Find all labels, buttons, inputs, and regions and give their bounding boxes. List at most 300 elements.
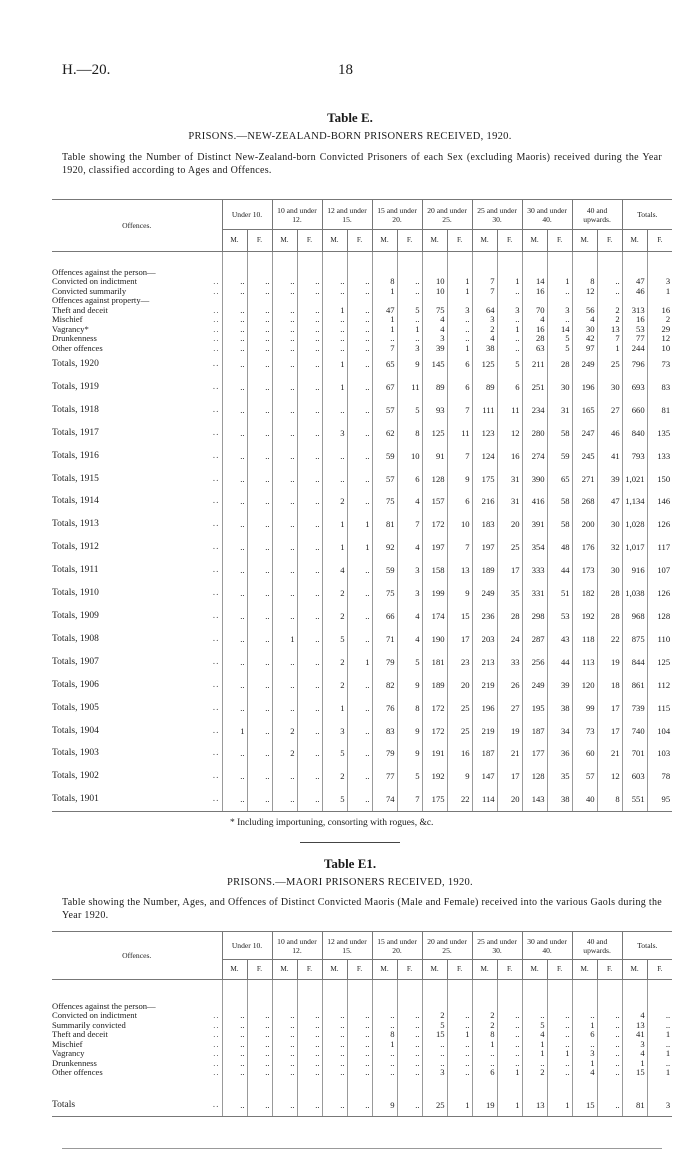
cell-value: .. — [347, 605, 372, 628]
cell-value: 1,134 — [622, 490, 647, 513]
cell-value: 125 — [472, 353, 497, 376]
cell-value — [272, 296, 297, 306]
cell-value: 13 — [447, 559, 472, 582]
cell-value — [547, 268, 572, 278]
cell-value: 7 — [397, 513, 422, 536]
cell-value: 200 — [572, 513, 597, 536]
cell-value: .. — [422, 1040, 447, 1050]
cell-value: 551 — [622, 788, 647, 811]
cell-value: .. — [397, 1094, 422, 1117]
cell-value: 73 — [572, 720, 597, 743]
sex-male-header: M. — [272, 960, 297, 980]
sex-male-header: M. — [472, 230, 497, 252]
cell-value: .. — [322, 325, 347, 335]
cell-value: 3 — [397, 582, 422, 605]
cell-value: .. — [297, 287, 322, 297]
cell-value: .. — [272, 605, 297, 628]
cell-value: 287 — [522, 628, 547, 651]
cell-value: 8 — [372, 277, 397, 287]
cell-value: 104 — [647, 720, 672, 743]
cell-value: .. — [347, 742, 372, 765]
cell-value: 114 — [472, 788, 497, 811]
cell-value: 916 — [622, 559, 647, 582]
cell-value: .. — [222, 1040, 247, 1050]
cell-value: .. — [372, 334, 397, 344]
cell-value — [397, 1002, 422, 1012]
sex-female-header: F. — [397, 230, 422, 252]
cell-value: 41 — [622, 1030, 647, 1040]
cell-value — [497, 1002, 522, 1012]
offence-label: Convicted on indictment — [52, 277, 137, 286]
cell-value: 197 — [472, 536, 497, 559]
cell-value: 2 — [522, 1068, 547, 1078]
cell-value: .. — [597, 1049, 622, 1059]
cell-value: 177 — [522, 742, 547, 765]
cell-value: 147 — [472, 765, 497, 788]
age-group-header: Under 10. — [222, 932, 272, 960]
sex-male-header: M. — [222, 230, 247, 252]
cell-value: 7 — [372, 344, 397, 354]
table-e-subtitle: PRISONS.—NEW-ZEALAND-BORN PRISONERS RECEIVED, 1920. — [188, 131, 512, 142]
cell-value: .. — [247, 742, 272, 765]
cell-value: .. — [347, 697, 372, 720]
cell-value: .. — [247, 399, 272, 422]
cell-value: .. — [222, 344, 247, 354]
cell-value: .. — [322, 1021, 347, 1031]
offence-row: Theft and deceit .. .. .. .. .. 1 .. 47 5 75 3 64 3 70 3 56 2 313 16 — [52, 305, 671, 315]
sex-female-header: F. — [547, 960, 572, 980]
offence-label: Offences against property— — [52, 296, 150, 305]
cell-value — [347, 268, 372, 278]
totals-row: Totals, 1909 .. .. .. .. .. 2 .. 66 4 174 15 236 28 298 53 192 28 968 128 — [52, 605, 672, 628]
cell-value: .. — [322, 468, 347, 491]
cell-value: 333 — [522, 559, 547, 582]
cell-value: 57 — [372, 399, 397, 422]
cell-value: .. — [222, 376, 247, 399]
cell-value: .. — [547, 1040, 572, 1050]
cell-value: 67 — [372, 376, 397, 399]
cell-value: .. — [247, 628, 272, 651]
cell-value: 1 — [322, 306, 347, 316]
cell-value: 113 — [572, 651, 597, 674]
cell-value — [647, 296, 672, 306]
age-group-header: 25 and under 30. — [472, 200, 522, 230]
cell-value: .. — [347, 765, 372, 788]
cell-value: 2 — [597, 315, 622, 325]
cell-value — [272, 268, 297, 278]
cell-value: 83 — [647, 376, 672, 399]
cell-value: .. — [347, 445, 372, 468]
cell-value: 6 — [447, 376, 472, 399]
cell-value: .. — [322, 287, 347, 297]
cell-value: 189 — [422, 674, 447, 697]
cell-value: 190 — [422, 628, 447, 651]
cell-value: 2 — [597, 306, 622, 316]
cell-value: 271 — [572, 468, 597, 491]
offence-label: Theft and deceit — [52, 305, 108, 315]
cell-value: 58 — [547, 422, 572, 445]
cell-value: 10 — [422, 287, 447, 297]
cell-value: 30 — [597, 513, 622, 536]
cell-value: 172 — [422, 720, 447, 743]
cell-value: .. — [497, 1059, 522, 1069]
cell-value: 354 — [522, 536, 547, 559]
cell-value: 251 — [522, 376, 547, 399]
cell-value: .. — [222, 399, 247, 422]
cell-value: 197 — [422, 536, 447, 559]
cell-value: 875 — [622, 628, 647, 651]
cell-value: .. — [297, 344, 322, 354]
cell-value: .. — [297, 628, 322, 651]
cell-value: 298 — [522, 605, 547, 628]
cell-value: 64 — [472, 306, 497, 316]
cell-value: 24 — [497, 628, 522, 651]
cell-value: 58 — [547, 513, 572, 536]
cell-value: .. — [597, 1030, 622, 1040]
sex-female-header: F. — [297, 960, 322, 980]
cell-value: .. — [647, 1059, 672, 1069]
cell-value: .. — [322, 315, 347, 325]
cell-value — [597, 268, 622, 278]
cell-value — [447, 296, 472, 306]
sex-female-header: F. — [547, 230, 572, 252]
cell-value: 44 — [547, 559, 572, 582]
totals-label: Totals, 1912 — [52, 542, 99, 553]
cell-value: 74 — [372, 788, 397, 811]
cell-value: 17 — [497, 559, 522, 582]
cell-value: 245 — [572, 445, 597, 468]
cell-value: 1 — [447, 287, 472, 297]
cell-value: 28 — [547, 353, 572, 376]
cell-value — [572, 1002, 597, 1012]
cell-value: 5 — [397, 306, 422, 316]
cell-value: .. — [247, 1030, 272, 1040]
cell-value: .. — [322, 344, 347, 354]
cell-value: 107 — [647, 559, 672, 582]
cell-value: 4 — [322, 559, 347, 582]
offence-row: Mischief .. .. .. .. .. .. .. 1 .. .. .. 1 .. 1 .. .. .. 3 .. — [52, 1039, 671, 1049]
cell-value: 1 — [572, 1021, 597, 1031]
age-group-header: Under 10. — [222, 200, 272, 230]
cell-value: .. — [397, 1049, 422, 1059]
cell-value: 31 — [497, 490, 522, 513]
cell-value: 10 — [447, 513, 472, 536]
bottom-rule — [62, 1148, 662, 1149]
cell-value: .. — [572, 1040, 597, 1050]
cell-value: .. — [347, 376, 372, 399]
cell-value: 19 — [497, 720, 522, 743]
cell-value: 16 — [447, 742, 472, 765]
cell-value: 219 — [472, 674, 497, 697]
offence-label: Vagrancy — [52, 1049, 85, 1058]
cell-value: .. — [297, 605, 322, 628]
cell-value — [297, 268, 322, 278]
cell-value: 175 — [422, 788, 447, 811]
cell-value: 203 — [472, 628, 497, 651]
cell-value — [547, 296, 572, 306]
totals-row: Totals, 1916 .. .. .. .. .. .. .. 59 10 91 7 124 16 274 59 245 41 793 133 — [52, 445, 672, 468]
sex-male-header: M. — [522, 960, 547, 980]
cell-value: 57 — [572, 765, 597, 788]
cell-value: 133 — [647, 445, 672, 468]
cell-value: .. — [272, 674, 297, 697]
cell-value: .. — [647, 1040, 672, 1050]
cell-value: 99 — [572, 697, 597, 720]
cell-value: .. — [222, 788, 247, 811]
cell-value: .. — [272, 1049, 297, 1059]
cell-value: 89 — [472, 376, 497, 399]
cell-value: .. — [447, 1049, 472, 1059]
totals-label: Totals, 1904 — [52, 725, 99, 736]
cell-value: 3 — [322, 720, 347, 743]
table-e1-subtitle: PRISONS.—MAORI PRISONERS RECEIVED, 1920. — [227, 877, 473, 888]
cell-value: .. — [322, 1094, 347, 1117]
cell-value: 25 — [597, 353, 622, 376]
cell-value: .. — [347, 1040, 372, 1050]
offence-label: Other offences — [52, 343, 103, 353]
cell-value: 172 — [422, 513, 447, 536]
cell-value: .. — [497, 344, 522, 354]
totals-label: Totals, 1909 — [52, 610, 99, 621]
cell-value: .. — [572, 1011, 597, 1021]
cell-value: 23 — [447, 651, 472, 674]
cell-value: 2 — [322, 651, 347, 674]
cell-value: .. — [347, 559, 372, 582]
cell-value: .. — [322, 399, 347, 422]
cell-value — [222, 296, 247, 306]
cell-value: .. — [247, 490, 272, 513]
cell-value: .. — [397, 287, 422, 297]
cell-value: .. — [347, 353, 372, 376]
cell-value: .. — [247, 765, 272, 788]
cell-value: 145 — [422, 353, 447, 376]
cell-value: 660 — [622, 399, 647, 422]
cell-value: .. — [247, 445, 272, 468]
offence-label: Offences against the person— — [52, 1001, 156, 1011]
offence-label: Offences against the person— — [52, 267, 156, 277]
totals-row: Totals, 1915 .. .. .. .. .. .. .. 57 6 128 9 175 31 390 65 271 39 1,021 150 — [52, 468, 672, 491]
cell-value: .. — [347, 1049, 372, 1059]
cell-value: .. — [547, 1011, 572, 1021]
cell-value: 112 — [647, 674, 672, 697]
cell-value: 2 — [422, 1011, 447, 1021]
cell-value: .. — [597, 1021, 622, 1031]
cell-value: .. — [322, 1011, 347, 1021]
cell-value: .. — [272, 582, 297, 605]
offence-label: Drunkenness — [52, 334, 97, 343]
cell-value: 44 — [547, 651, 572, 674]
cell-value: .. — [222, 1049, 247, 1059]
cell-value: 1 — [447, 1030, 472, 1040]
cell-value: .. — [247, 325, 272, 335]
totals-label: Totals, 1911 — [52, 565, 99, 576]
cell-value: .. — [247, 1059, 272, 1069]
cell-value: .. — [422, 1049, 447, 1059]
cell-value: .. — [597, 1040, 622, 1050]
cell-value: 4 — [397, 605, 422, 628]
cell-value: 124 — [472, 445, 497, 468]
cell-value: .. — [297, 536, 322, 559]
cell-value: 4 — [622, 1011, 647, 1021]
cell-value: .. — [222, 1021, 247, 1031]
cell-value: .. — [272, 287, 297, 297]
cell-value: 25 — [447, 697, 472, 720]
cell-value: 1 — [647, 1068, 672, 1078]
cell-value: .. — [247, 353, 272, 376]
cell-value: 59 — [372, 559, 397, 582]
cell-value: 244 — [622, 344, 647, 354]
cell-value: 7 — [472, 287, 497, 297]
cell-value: 89 — [422, 376, 447, 399]
cell-value: 1 — [497, 1094, 522, 1117]
cell-value: 1 — [347, 651, 372, 674]
cell-value: 14 — [547, 325, 572, 335]
cell-value: .. — [347, 325, 372, 335]
cell-value: 7 — [447, 399, 472, 422]
cell-value: .. — [522, 1011, 547, 1021]
cell-value: 40 — [572, 788, 597, 811]
cell-value: .. — [222, 325, 247, 335]
cell-value: 3 — [472, 315, 497, 325]
cell-value: 3 — [397, 344, 422, 354]
cell-value: 701 — [622, 742, 647, 765]
sex-male-header: M. — [622, 230, 647, 252]
cell-value — [297, 296, 322, 306]
sex-female-header: F. — [347, 960, 372, 980]
cell-value: .. — [347, 1030, 372, 1040]
cell-value — [247, 268, 272, 278]
totals-row: Totals, 1914 .. .. .. .. .. 2 .. 75 4 157 6 216 31 416 58 268 47 1,134 146 — [52, 490, 672, 513]
cell-value: 126 — [647, 582, 672, 605]
cell-value: 46 — [597, 422, 622, 445]
cell-value: 603 — [622, 765, 647, 788]
cell-value: .. — [247, 720, 272, 743]
sex-male-header: M. — [622, 960, 647, 980]
cell-value: .. — [247, 1040, 272, 1050]
totals-row: Totals, 1912 .. .. .. .. .. 1 1 92 4 197 7 197 25 354 48 176 32 1,017 117 — [52, 536, 672, 559]
cell-value: 4 — [422, 325, 447, 335]
cell-value: 21 — [497, 742, 522, 765]
cell-value: 6 — [472, 1068, 497, 1078]
sex-female-header: F. — [247, 960, 272, 980]
totals-row: Totals, 1901 .. .. .. .. .. 5 .. 74 7 175 22 114 20 143 38 40 8 551 95 — [52, 788, 672, 811]
cell-value: 36 — [547, 742, 572, 765]
cell-value: .. — [347, 1021, 372, 1031]
cell-value: .. — [222, 287, 247, 297]
cell-value: .. — [272, 1021, 297, 1031]
cell-value: 12 — [647, 334, 672, 344]
cell-value: .. — [272, 422, 297, 445]
cell-value — [522, 296, 547, 306]
cell-value: 83 — [372, 720, 397, 743]
age-group-header: 20 and under 25. — [422, 200, 472, 230]
cell-value: 236 — [472, 605, 497, 628]
totals-label: Totals, 1914 — [52, 496, 99, 507]
cell-value: 693 — [622, 376, 647, 399]
cell-value: 15 — [572, 1094, 597, 1117]
totals-label: Totals, 1902 — [52, 771, 99, 782]
table-e-description: Table showing the Number of Distinct New-Zealand-born Convicted Prisoners of each Sex (excluding Maoris) received during the Year 1920, classified according to Ages and Offences. — [62, 152, 662, 176]
cell-value: 247 — [572, 422, 597, 445]
cell-value: .. — [272, 1068, 297, 1078]
cell-value — [522, 268, 547, 278]
cell-value: .. — [222, 1030, 247, 1040]
cell-value: 157 — [422, 490, 447, 513]
cell-value: .. — [497, 1021, 522, 1031]
cell-value: 219 — [472, 720, 497, 743]
totals-row: Totals, 1910 .. .. .. .. .. 2 .. 75 3 199 9 249 35 331 51 182 28 1,038 126 — [52, 582, 672, 605]
cell-value: .. — [272, 1059, 297, 1069]
cell-value: 7 — [597, 334, 622, 344]
cell-value — [522, 1002, 547, 1012]
cell-value: 3 — [447, 306, 472, 316]
totals-label: Totals, 1906 — [52, 679, 99, 690]
cell-value: .. — [222, 315, 247, 325]
cell-value: .. — [247, 1011, 272, 1021]
cell-value: .. — [222, 628, 247, 651]
cell-value: 2 — [322, 674, 347, 697]
cell-value: .. — [247, 605, 272, 628]
cell-value: 103 — [647, 742, 672, 765]
cell-value: 58 — [547, 490, 572, 513]
totals-row: Totals, 1920 .. .. .. .. .. 1 .. 65 9 145 6 125 5 211 28 249 25 796 73 — [52, 353, 672, 376]
cell-value: .. — [372, 1068, 397, 1078]
cell-value: .. — [272, 376, 297, 399]
cell-value: 3 — [497, 306, 522, 316]
cell-value: 97 — [572, 344, 597, 354]
cell-value: .. — [297, 445, 322, 468]
cell-value: .. — [347, 334, 372, 344]
cell-value: .. — [297, 513, 322, 536]
totals-row: Totals, 1917 .. .. .. .. .. 3 .. 62 8 125 11 123 12 280 58 247 46 840 135 — [52, 422, 672, 445]
cell-value: 3 — [622, 1040, 647, 1050]
offence-row — [52, 296, 672, 306]
cell-value: 213 — [472, 651, 497, 674]
cell-value: .. — [222, 334, 247, 344]
cell-value: 41 — [597, 445, 622, 468]
cell-value: 196 — [472, 697, 497, 720]
cell-value: 8 — [397, 422, 422, 445]
cell-value: 27 — [497, 697, 522, 720]
cell-value — [372, 268, 397, 278]
cell-value: 5 — [322, 742, 347, 765]
cell-value: 192 — [572, 605, 597, 628]
cell-value: 26 — [497, 674, 522, 697]
cell-value: .. — [272, 559, 297, 582]
cell-value: 5 — [522, 1021, 547, 1031]
cell-value: .. — [222, 674, 247, 697]
cell-value — [247, 296, 272, 306]
cell-value: .. — [272, 1030, 297, 1040]
cell-value: 76 — [372, 697, 397, 720]
cell-value: 4 — [572, 315, 597, 325]
cell-value: 1 — [447, 277, 472, 287]
cell-value — [247, 1002, 272, 1012]
cell-value: .. — [297, 422, 322, 445]
cell-value: .. — [322, 1040, 347, 1050]
cell-value: .. — [597, 1068, 622, 1078]
cell-value: .. — [497, 287, 522, 297]
cell-value: 13 — [597, 325, 622, 335]
section-divider — [300, 842, 400, 843]
cell-value — [622, 268, 647, 278]
cell-value: 13 — [522, 1094, 547, 1117]
cell-value: 38 — [547, 697, 572, 720]
cell-value: 22 — [447, 788, 472, 811]
cell-value: 249 — [472, 582, 497, 605]
cell-value — [397, 296, 422, 306]
cell-value: .. — [272, 399, 297, 422]
